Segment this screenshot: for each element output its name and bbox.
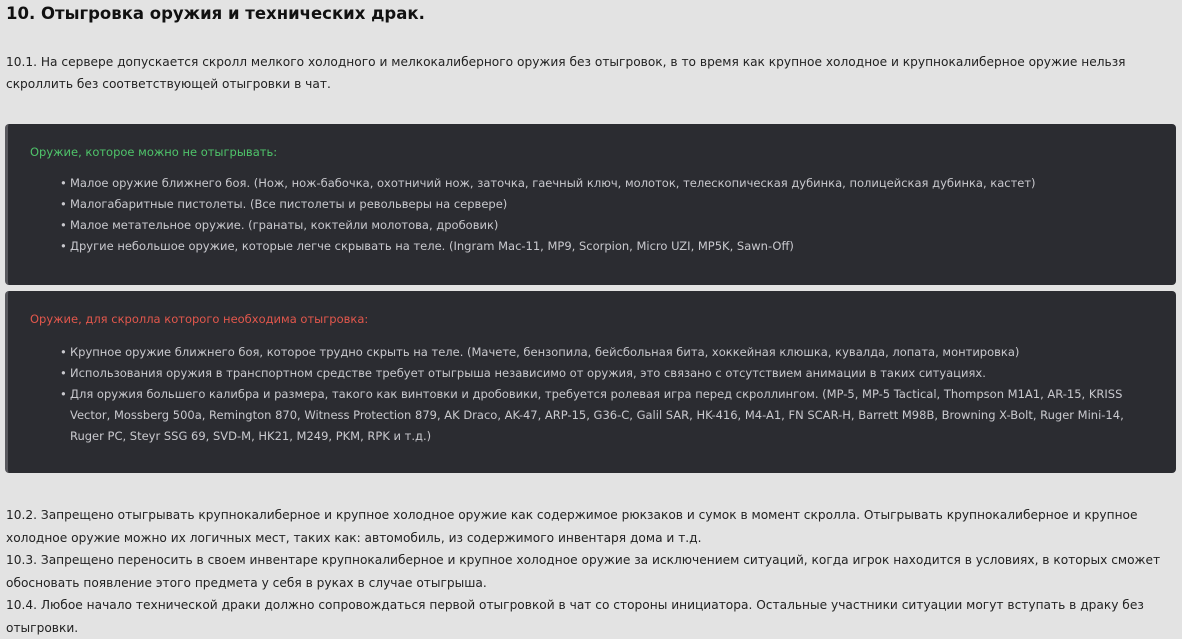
- list-item: [60, 342, 1156, 363]
- list-item-text: Крупное оружие ближнего боя, которое трудно скрыть на теле. (Мачете, бензопила, бейсбольная бита, хоккейная клюшка, кувалда, лопата, монтировка): [70, 345, 1020, 359]
- required-weapons-block: [5, 291, 1176, 473]
- list-item: [60, 236, 1156, 257]
- list-item: [60, 384, 1156, 447]
- bullet-icon: •: [60, 387, 67, 401]
- list-item-text: Использования оружия в транспортном средстве требует отыгрыша независимо от оружия, это связано с отсутствием анимации в таких ситуациях.: [70, 366, 986, 380]
- allowed-weapons-list: [60, 173, 1156, 257]
- allowed-weapons-block: [5, 124, 1176, 285]
- bullet-icon: •: [60, 197, 67, 211]
- bullet-icon: •: [60, 239, 67, 253]
- list-item: [60, 173, 1156, 194]
- list-item-text: Малое метательное оружие. (гранаты, коктейли молотова, дробовик): [70, 218, 499, 232]
- list-item: [60, 194, 1156, 215]
- list-item: [60, 215, 1156, 236]
- bullet-icon: •: [60, 176, 67, 190]
- section-title: 10. Отыгровка оружия и технических драк.: [6, 4, 425, 23]
- rule-10-1: 10.1. На сервере допускается скролл мелкого холодного и мелкокалиберного оружия без отыгровок, в то время как крупное холодное и крупнокалиберное оружие нельзя скроллить без соответствующей отыгровки в чат.: [6, 55, 1126, 91]
- required-weapons-heading: Оружие, для скролла которого необходима отыгровка:: [30, 312, 369, 326]
- rule-10-2: 10.2. Запрещено отыгрывать крупнокалиберное и крупное холодное оружие как содержимое рюкзаков и сумок в момент скролла. Отыгрывать крупнокалиберное и крупное холодное оружие можно их логичных мест, таких как: автомобиль, из содержимого инвентаря дома и т.д.: [6, 508, 1138, 545]
- list-item-text: Для оружия большего калибра и размера, такого как винтовки и дробовики, требуется ролевая игра перед скроллингом. (MP-5, MP-5 Tactical, Thompson M1A1, AR-15, KRISS Vector, Mossberg 500a, Remington 870, Witness Protection 879, AK Draco, AK-47, ARP-15, G36-C, Galil SAR, HK-416, M4-A1, FN SCAR-H, Barrett M98B, Browning X-Bolt, Ruger Mini-14, Ruger PC, Steyr SSG 69, SVD-M, HK21, M249, PKM, RPK и т.д.): [70, 387, 1124, 443]
- bullet-icon: •: [60, 218, 67, 232]
- list-item-text: Малое оружие ближнего боя. (Нож, нож-бабочка, охотничий нож, заточка, гаечный ключ, молоток, телескопическая дубинка, полицейская дубинка, кастет): [70, 176, 1036, 190]
- list-item: [60, 363, 1156, 384]
- rule-10-4: 10.4. Любое начало технической драки должно сопровождаться первой отыгровкой в чат со стороны инициатора. Остальные участники ситуации могут вступать в драку без отыгровки.: [6, 598, 1144, 635]
- list-item-text: Малогабаритные пистолеты. (Все пистолеты и револьверы на сервере): [70, 197, 508, 211]
- bullet-icon: •: [60, 345, 67, 359]
- rules-list: [6, 504, 1168, 639]
- list-item-text: Другие небольшое оружие, которые легче скрывать на теле. (Ingram Mac-11, MP9, Scorpion, Micro UZI, MP5K, Sawn-Off): [70, 239, 794, 253]
- rule-10-3: 10.3. Запрещено переносить в своем инвентаре крупнокалиберное и крупное холодное оружие за исключением ситуаций, когда игрок находится в условиях, в которых сможет обосновать появление этого предмета у себя в руках в случае отыгрыша.: [6, 553, 1161, 590]
- required-weapons-list: [60, 342, 1156, 447]
- allowed-weapons-heading: Оружие, которое можно не отыгрывать:: [30, 145, 278, 159]
- bullet-icon: •: [60, 366, 67, 380]
